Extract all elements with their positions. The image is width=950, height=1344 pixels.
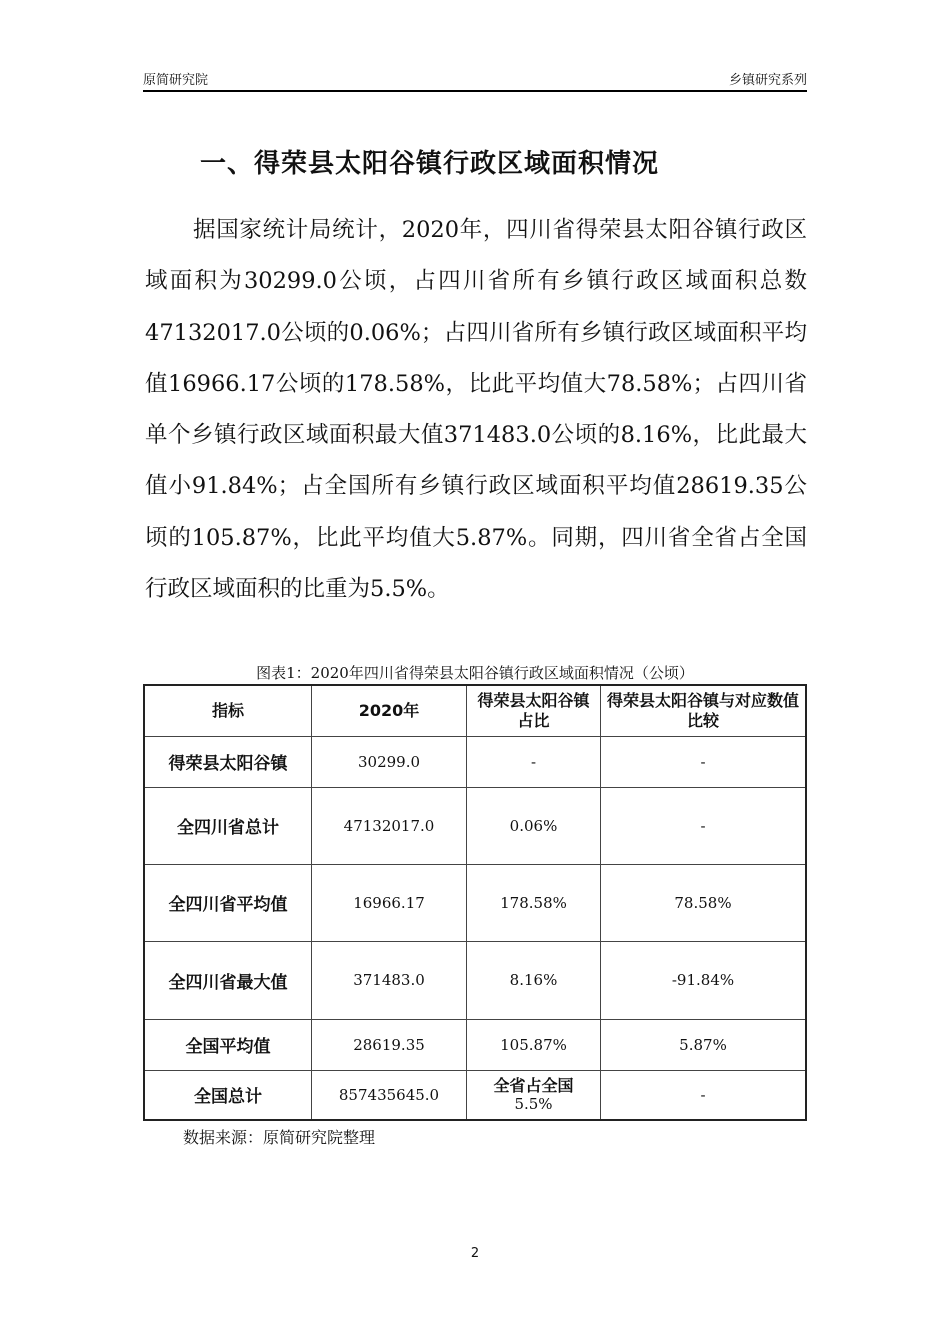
col-header-year: 2020年 <box>312 685 467 736</box>
row-compare: - <box>601 1070 807 1120</box>
row-ratio: 0.06% <box>467 787 601 864</box>
row-compare: 5.87% <box>601 1019 807 1070</box>
table-header-row <box>144 685 806 736</box>
row-ratio: 178.58% <box>467 864 601 941</box>
row-compare: - <box>601 736 807 787</box>
page-header <box>143 68 807 92</box>
table-row <box>144 787 806 864</box>
area-table <box>143 684 807 1121</box>
row-label: 全国总计 <box>144 1070 312 1120</box>
row-value: 16966.17 <box>312 864 467 941</box>
table-row <box>144 1019 806 1070</box>
row-value: 371483.0 <box>312 941 467 1019</box>
row-label: 全四川省最大值 <box>144 941 312 1019</box>
table-row <box>144 864 806 941</box>
row-ratio: 5.5% <box>514 1095 553 1114</box>
table-row <box>144 736 806 787</box>
table-caption: 图表1：2020年四川省得荣县太阳谷镇行政区域面积情况（公顷） <box>256 664 694 682</box>
row-value: 30299.0 <box>312 736 467 787</box>
row-compare: 78.58% <box>601 864 807 941</box>
col-header-ratio: 得荣县太阳谷镇占比 <box>467 685 601 736</box>
row-label: 得荣县太阳谷镇 <box>144 736 312 787</box>
row-label: 全国平均值 <box>144 1019 312 1070</box>
col-header-indicator: 指标 <box>144 685 312 736</box>
table-row <box>144 1070 806 1120</box>
header-series: 乡镇研究系列 <box>728 73 807 88</box>
row-value: 28619.35 <box>312 1019 467 1070</box>
header-org: 原简研究院 <box>143 73 209 88</box>
row-value: 47132017.0 <box>312 787 467 864</box>
col-header-compare: 得荣县太阳谷镇与对应数值比较 <box>601 685 807 736</box>
row-ratio-label: 全省占全国 <box>493 1076 574 1096</box>
row-value: 857435645.0 <box>312 1070 467 1120</box>
section-title: 一、得荣县太阳谷镇行政区域面积情况 <box>200 149 660 179</box>
body-paragraph: 据国家统计局统计，2020年，四川省得荣县太阳谷镇行政区域面积为30299.0公顷，占四川省所有乡镇行政区域面积总数47132017.0公顷的0.06%；占四川省所有乡镇行政区域面积平均值16966.17公顷的178.58%，比此平均值大78.58%；占四川省单个乡镇行政区域面积最大值371483.0公顷的8.16%，比此最大值小91.84%；占全国所有乡镇行政区域面积平均值28619.35公顷的105.87%，比此平均值大5.87%。同期，四川省全省占全国行政区域面积的比重为5.5%。 <box>145 217 807 603</box>
row-ratio: 105.87% <box>467 1019 601 1070</box>
row-label: 全四川省总计 <box>144 787 312 864</box>
row-ratio: - <box>467 736 601 787</box>
table-row <box>144 941 806 1019</box>
row-compare: -91.84% <box>601 941 807 1019</box>
row-ratio-cell <box>467 1070 601 1120</box>
page-number: 2 <box>470 1246 480 1261</box>
row-ratio: 8.16% <box>467 941 601 1019</box>
data-source-note: 数据来源：原简研究院整理 <box>183 1128 376 1147</box>
row-compare: - <box>601 787 807 864</box>
row-label: 全四川省平均值 <box>144 864 312 941</box>
